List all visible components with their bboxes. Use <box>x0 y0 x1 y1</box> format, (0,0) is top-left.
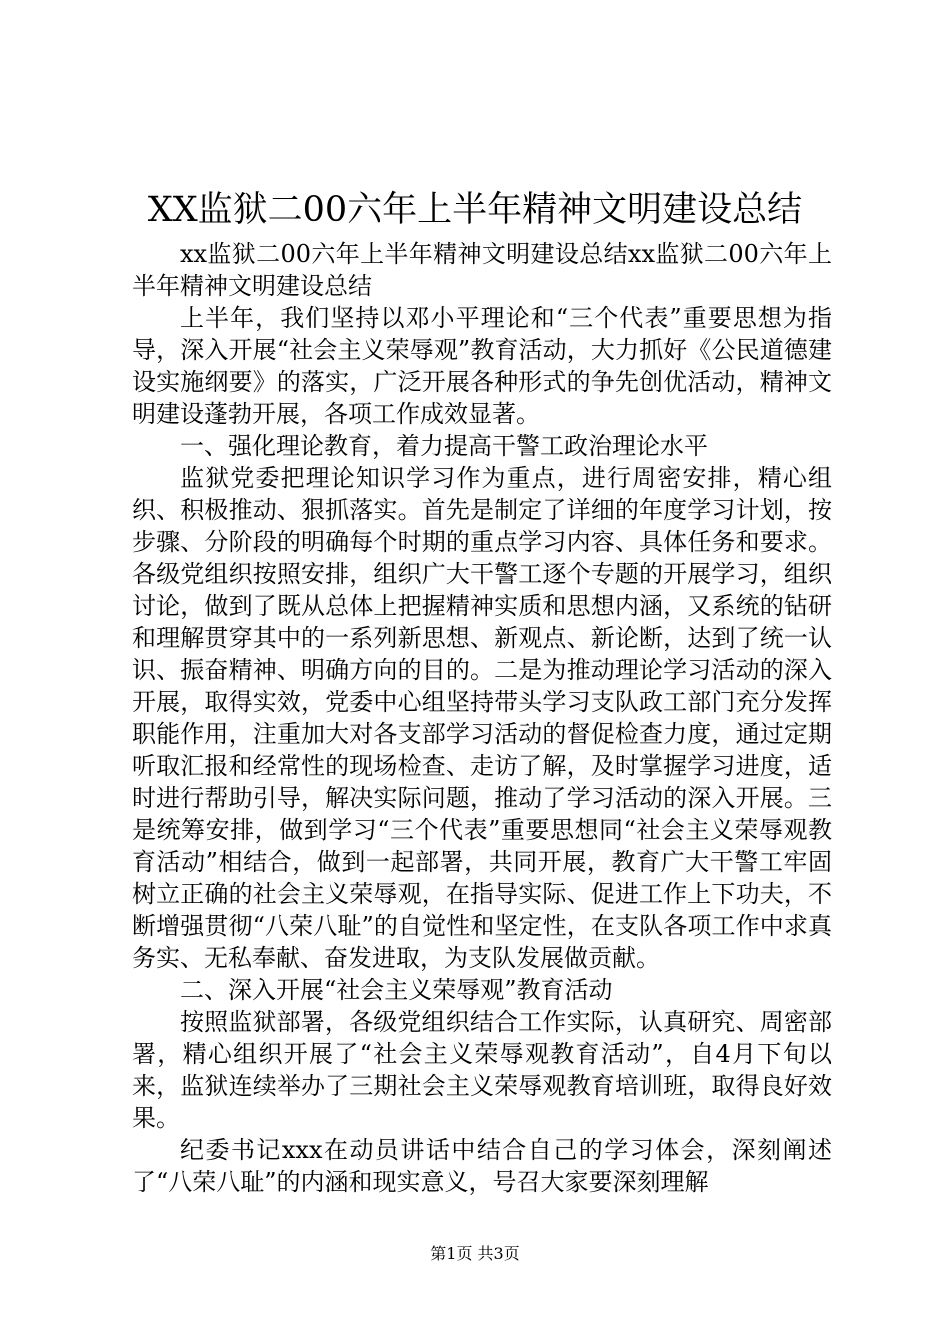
paragraph-overview: 上半年，我们坚持以邓小平理论和“三个代表”重要思想为指导，深入开展“社会主义荣辱观”教育活动，大力抓好《公民道德建设实施纲要》的落实，广泛开展各种形式的争先创优活动，精神文明建设蓬勃开展，各项工作成效显著。 <box>132 304 832 428</box>
paragraph-deployment: 按照监狱部署，各级党组织结合工作实际，认真研究、周密部署，精心组织开展了“社会主义荣辱观教育活动”，自4月下旬以来，监狱连续举办了三期社会主义荣辱观教育培训班，取得良好效果。 <box>132 1008 832 1132</box>
paragraph-intro: xx监狱二00六年上半年精神文明建设总结xx监狱二00六年上半年精神文明建设总结 <box>132 240 832 300</box>
section-heading-1: 一、强化理论教育，着力提高干警工政治理论水平 <box>180 432 708 460</box>
paragraph-secretary-speech: 纪委书记xxx在动员讲话中结合自己的学习体会，深刻阐述了“八荣八耻”的内涵和现实意义，号召大家要深刻理解 <box>132 1136 832 1196</box>
paragraph-theory-study: 监狱党委把理论知识学习作为重点，进行周密安排，精心组织、积极推动、狠抓落实。首先是制定了详细的年度学习计划，按步骤、分阶段的明确每个时期的重点学习内容、具体任务和要求。各级党组织按照安排，组织广大干警工逐个专题的开展学习，组织讨论，做到了既从总体上把握精神实质和思想内涵，又系统的钻研和理解贯穿其中的一系列新思想、新观点、新论断，达到了统一认识、振奋精神、明确方向的目的。二是为推动理论学习活动的深入开展，取得实效，党委中心组坚持带头学习支队政工部门充分发挥职能作用，注重加大对各支部学习活动的督促检查力度，通过定期听取汇报和经常性的现场检查、走访了解，及时掌握学习进度，适时进行帮助引导，解决实际问题，推动了学习活动的深入开展。三是统筹安排，做到学习“三个代表”重要思想同“社会主义荣辱观教育活动”相结合，做到一起部署，共同开展，教育广大干警工牢固树立正确的社会主义荣辱观，在指导实际、促进工作上下功夫，不断增强贯彻“八荣八耻”的自觉性和坚定性，在支队各项工作中求真务实、无私奉献、奋发进取，为支队发展做贡献。 <box>132 464 832 972</box>
section-heading-2: 二、深入开展“社会主义荣辱观”教育活动 <box>180 976 613 1004</box>
document-body <box>132 238 832 1198</box>
document-title: XX监狱二00六年上半年精神文明建设总结 <box>147 190 803 230</box>
page-number-footer: 第1页 共3页 <box>430 1244 520 1263</box>
